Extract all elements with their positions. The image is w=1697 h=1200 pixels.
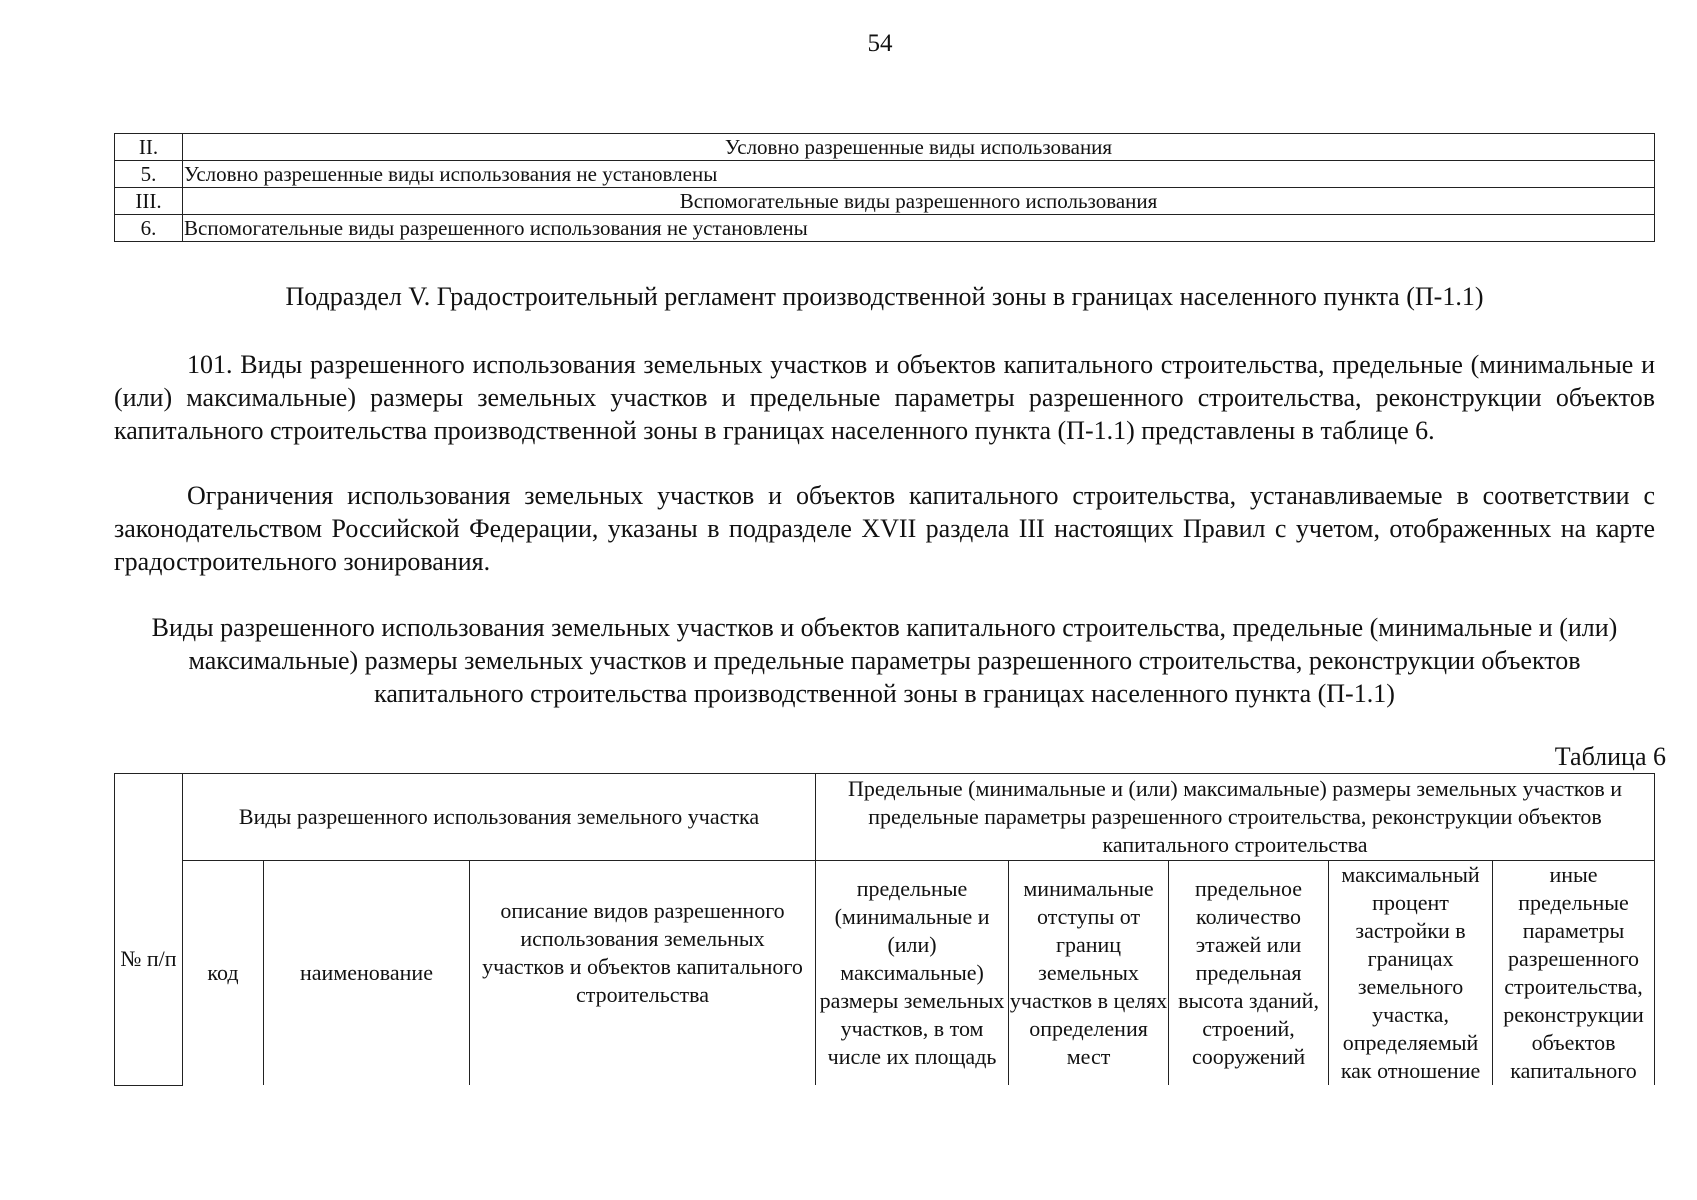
paragraph-101: 101. Виды разрешенного использования земельных участков и объектов капитального строительства, предельные (минимальные и (или) максимальные) размеры земельных участков и предельные параметры разрешенного строительства, реконструкции объектов капитального строительства производственной зоны в границах населенного пункта (П-1.1) представлены в таблице 6.	[114, 350, 1655, 445]
table-row	[115, 134, 1655, 161]
row-text: Вспомогательные виды разрешенного использования не установлены	[183, 215, 1655, 242]
zoning-regulation-table	[114, 773, 1655, 1086]
table-caption: Виды разрешенного использования земельных участков и объектов капитального строительства, предельные (минимальные и (или) максимальные) размеры земельных участков и предельные параметры разрешенного строительства, реконструкции объектов капитального строительства производственной зоны в границах населенного пункта (П-1.1)	[151, 613, 1618, 708]
table-row	[115, 215, 1655, 242]
group-header-parameters: Предельные (минимальные и (или) максимальные) размеры земельных участков и предельные параметры разрешенного строительства, реконструкции объектов капитального строительства	[816, 774, 1655, 861]
col-setback-header: минимальные отступы от границ земельных участков в целях определения мест	[1009, 861, 1169, 1086]
paragraph-restrictions: Ограничения использования земельных участков и объектов капитального строительства, устанавливаемые в соответствии с законодательством Российской Федерации, указаны в подразделе XVII раздела III настоящих Правил с учетом, отображенных на карте градостроительного зонирования.	[114, 481, 1655, 576]
table-subheader-row	[115, 861, 1655, 1086]
subsection-title: Подраздел V. Градостроительный регламент производственной зоны в границах населенного пункта (П-1.1)	[285, 282, 1484, 311]
row-text: Условно разрешенные виды использования не установлены	[183, 161, 1655, 188]
table-label: Таблица 6	[1554, 742, 1666, 771]
row-number: III.	[115, 188, 183, 215]
col-name-header: наименование	[264, 861, 470, 1086]
table-row	[115, 161, 1655, 188]
row-number: 5.	[115, 161, 183, 188]
row-number: II.	[115, 134, 183, 161]
col-coverage-header: максимальный процент застройки в границах земельного участка, определяемый как отношение	[1329, 861, 1493, 1086]
col-code-header: код	[183, 861, 264, 1086]
group-header-uses: Виды разрешенного использования земельного участка	[183, 774, 816, 861]
col-size-header: предельные (минимальные и (или) максимальные) размеры земельных участков, в том числе их площадь	[816, 861, 1009, 1086]
page-number: 54	[867, 30, 893, 57]
table-header-row	[115, 774, 1655, 861]
table-row	[115, 188, 1655, 215]
col-floors-header: предельное количество этажей или предельная высота зданий, строений, сооружений	[1169, 861, 1329, 1086]
col-description-header: описание видов разрешенного использования земельных участков и объектов капитального строительства	[470, 861, 816, 1086]
section-heading: Вспомогательные виды разрешенного использования	[183, 188, 1655, 215]
col-number-header: № п/п	[115, 774, 183, 1086]
row-number: 6.	[115, 215, 183, 242]
permitted-uses-table	[114, 133, 1655, 242]
section-heading: Условно разрешенные виды использования	[183, 134, 1655, 161]
col-other-header: иные предельные параметры разрешенного строительства, реконструкции объектов капитального	[1493, 861, 1655, 1086]
